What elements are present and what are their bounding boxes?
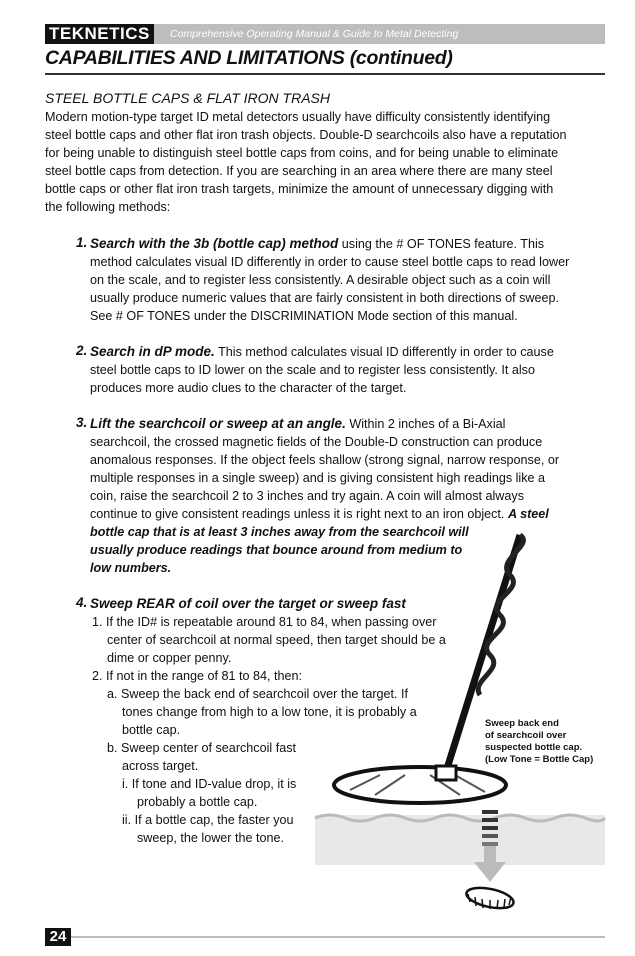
sub-2b-ii: ii. If a bottle cap, the faster you [122, 813, 294, 827]
item-4-number: 4. [76, 595, 88, 610]
sub-2b: b. Sweep center of searchcoil fast [107, 741, 297, 755]
page-title: CAPABILITIES AND LIMITATIONS (continued) [45, 47, 453, 69]
item-2-number: 2. [76, 343, 88, 358]
signal-bar [482, 834, 498, 838]
sub-2: 2. If not in the range of 81 to 84, then: [92, 669, 303, 683]
ground-area [315, 815, 605, 865]
sub-1: 1. If the ID# is repeatable around 81 to 84, when passing over [92, 615, 437, 629]
signal-bar [482, 842, 498, 846]
item-1-number: 1. [76, 235, 88, 250]
arrow-shaft [484, 846, 496, 862]
arrow-head [474, 862, 506, 882]
signal-bar [482, 810, 498, 814]
item-4-title: Sweep REAR of coil over the target or sweep fast [90, 596, 406, 611]
item-3-number: 3. [76, 415, 88, 430]
sub-1-cont: center of searchcoil at normal speed, then target should be a [107, 633, 446, 647]
item-2: Search in dP mode. This method calculates visual ID differently in order to cause steel bottle caps to ID lower on the scale and to register less consistently. It also produces more audio clues to the character of the target. [90, 344, 554, 395]
sub-1-cont2: dime or copper penny. [107, 651, 232, 665]
cable-coil [478, 535, 523, 695]
intro-paragraph: Modern motion-type target ID metal detectors usually have difficulty consistently identifying steel bottle caps and other flat iron trash objects. Double-D searchcoils also have a reputation for being unable to distinguish steel bottle caps from coins, and for being unable to eliminate steel bottle caps from detection. If you are searching in an area where there are many steel bottle caps or other flat iron trash targets, minimize the amount of unnecessary digging with the following methods: [45, 110, 567, 214]
page-number: 24 [45, 928, 71, 946]
header-subtitle: Comprehensive Operating Manual & Guide to Metal Detecting [170, 28, 459, 40]
illustration-caption: Sweep back end of searchcoil over suspected bottle cap. (Low Tone = Bottle Cap) [485, 718, 594, 765]
item-1: Search with the 3b (bottle cap) method using the # OF TONES feature. This method calculates visual ID differently in order to cause steel bottle caps to read lower on the scale, and to register less consistently. A desirable object such as a coin will usually produce numeric values that are fairly consistent in both directions of sweep. See # OF TONES under the DISCRIMINATION Mode section of this manual. [90, 236, 570, 323]
signal-bar [482, 818, 498, 822]
sub-2b-i: i. If tone and ID-value drop, it is [122, 777, 297, 791]
section-heading: STEEL BOTTLE CAPS & FLAT IRON TRASH [45, 90, 330, 106]
item-3: Lift the searchcoil or sweep at an angle. Within 2 inches of a Bi-Axial searchcoil, the crossed magnetic fields of the Double-D construction can produce anomalous responses. If the object feels shallow (strong signal, narrow response, or multiple responses in a single sweep) and is giving consistent high readings like a coin, raise the searchcoil 2 to 3 inches and try again. A coin will almost always continue to give consistent readings unless it is right next to an iron object. A steel bottle cap that is at least 3 inches away from the searchcoil will usually produce readings that bounce around from medium to low numbers. [90, 416, 560, 575]
footer-rule [71, 936, 605, 938]
sub-2a: a. Sweep the back end of searchcoil over the target. If [107, 687, 409, 701]
brand-logo: TEKNETICS [45, 24, 154, 44]
signal-bar [482, 826, 498, 830]
sub-2a-cont2: bottle cap. [122, 723, 181, 737]
coil-mount [436, 766, 456, 780]
sub-2b-i-cont: probably a bottle cap. [137, 795, 258, 809]
sub-2a-cont: tones change from high to a low tone, it is probably a [122, 705, 417, 719]
sub-2b-cont: across target. [122, 759, 199, 773]
sub-2b-ii-cont: sweep, the lower the tone. [137, 831, 285, 845]
